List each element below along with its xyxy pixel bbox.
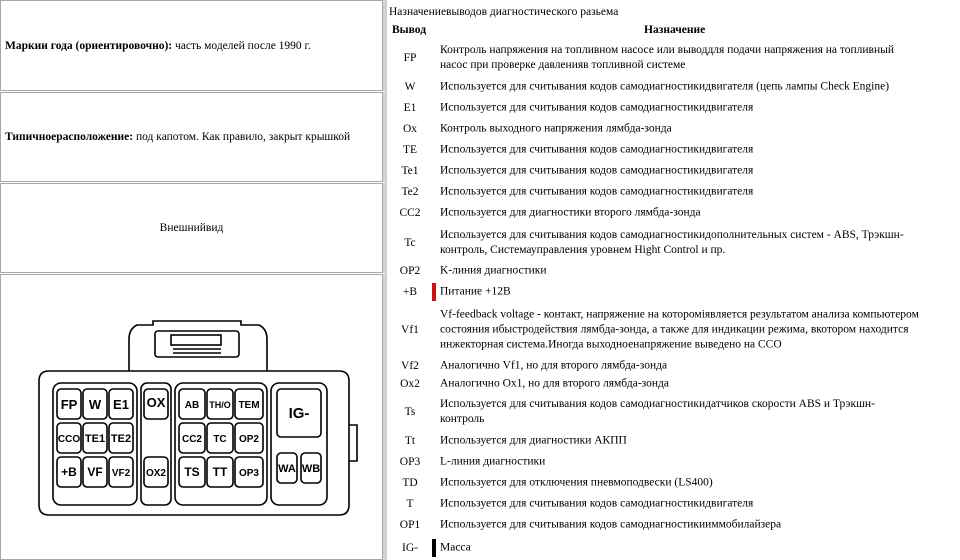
appearance-cell <box>0 183 383 273</box>
pin-description <box>440 455 948 470</box>
column-header-pin: Вывод <box>392 24 427 36</box>
pin-label: TE2 <box>110 433 132 445</box>
table-row <box>390 204 960 222</box>
description-line: Используется для считывания кодов самодиагностикидвигателя (цепь лампы Check Engine) <box>440 80 890 93</box>
pin-name: Ox <box>402 123 418 135</box>
pin-label: TE1 <box>84 433 106 445</box>
location-label: Типичноерасположение: <box>5 131 134 143</box>
table-row <box>390 42 960 74</box>
pin-name: Te1 <box>401 165 419 177</box>
pin-description <box>440 434 948 449</box>
pin-label: E1 <box>113 397 129 412</box>
table-row <box>390 225 960 261</box>
pin-description <box>440 540 948 555</box>
description-line: Используется для считывания кодов самодиагностикидвигателя <box>440 185 754 198</box>
table-row <box>390 282 960 301</box>
description-line: Контроль выходного напряжения лямбда-зонда <box>440 122 672 135</box>
pin-name: Ts <box>404 405 416 418</box>
pin-description <box>440 377 948 392</box>
pin-label: TS <box>184 465 200 479</box>
description-line: Питание +12В <box>440 285 511 297</box>
pin-name: Ox2 <box>400 378 420 390</box>
pin-description <box>440 185 948 200</box>
table-title: Назначениевыводов диагностического разьема <box>389 6 619 18</box>
table-row <box>390 453 960 471</box>
pin-name: E1 <box>403 102 417 114</box>
description-line: инжекторная система.Иногда выходноенапряжение выведено на CCO <box>440 338 782 351</box>
pin-description <box>440 164 948 179</box>
table-row <box>390 141 960 159</box>
table-row <box>390 120 960 138</box>
description-line: Используется для считывания кодов самодиагностикидополнительных систем - ABS, Трэкшн- <box>440 229 904 241</box>
pin-name: W <box>404 81 416 93</box>
pin-label: FP <box>60 397 78 412</box>
pin-description <box>440 497 948 512</box>
description-line: Контроль напряжения на топливном насосе или выводдля подачи напряжения на топливный <box>440 44 895 56</box>
pin-label: WA <box>278 463 296 475</box>
pin-description <box>440 206 948 221</box>
pin-label: W <box>88 397 102 412</box>
pin-description <box>440 122 948 137</box>
pin-description <box>440 80 948 95</box>
description-line: Аналогично Vf1, но для второго лямбда-зонда <box>440 359 668 371</box>
description-line: Используется для отключения пневмоподвески (LS400) <box>440 476 713 489</box>
pin-description <box>440 476 948 491</box>
description-line: Используется для считывания кодов самодиагностикидвигателя <box>440 497 754 510</box>
color-marker <box>432 283 436 301</box>
pin-name: OP1 <box>399 519 421 531</box>
pin-label: +B <box>61 465 77 479</box>
pin-name: FP <box>403 52 417 64</box>
pin-name: OP3 <box>399 456 421 468</box>
description-line: состояния ибыстродействия лямбда-зонда, а также для индикации режима, вкотором находится <box>440 323 909 336</box>
pin-label: TC <box>213 434 227 445</box>
pin-description <box>440 284 948 299</box>
pin-label: OX <box>146 395 166 410</box>
pin-label: VF2 <box>111 468 131 479</box>
table-row <box>390 262 960 280</box>
pin-name: Te2 <box>401 186 419 198</box>
pin-label: TT <box>212 465 228 479</box>
pin-label: AB <box>184 400 200 411</box>
pin-description <box>440 43 948 73</box>
table-row <box>390 304 960 356</box>
pin-label: OX2 <box>145 468 167 479</box>
pin-label: WB <box>301 463 321 475</box>
pin-name: TE <box>402 144 418 156</box>
table-row <box>390 162 960 180</box>
pin-name: T <box>406 498 414 510</box>
pin-description <box>440 518 948 533</box>
pin-name: CC2 <box>399 207 421 219</box>
pin-label: IG- <box>288 405 310 422</box>
table-row <box>390 99 960 117</box>
description-line: насос при проверке давленияв топливной системе <box>440 59 686 71</box>
location-cell <box>0 92 383 182</box>
table-row <box>390 183 960 201</box>
pin-name: TD <box>402 477 418 489</box>
table-row <box>390 495 960 513</box>
pin-label: VF <box>87 465 103 479</box>
pin-description <box>440 228 948 258</box>
description-line: Используется для диагностики второго лямбда-зонда <box>440 206 701 219</box>
description-line: Аналогично Ox1, но для второго лямбда-зонда <box>440 377 669 390</box>
pin-label: TH/O <box>209 400 231 410</box>
model-years-label: Маркии года (ориентировочно): <box>5 39 173 52</box>
pin-label: CCO <box>57 434 81 445</box>
color-marker <box>432 539 436 557</box>
pin-label: TEM <box>238 400 260 411</box>
location-value: под капотом. Как правило, закрыт крышкой <box>135 131 351 143</box>
description-line: L-линия диагностики <box>440 455 546 468</box>
description-line: Vf-feedback voltage - контакт, напряжение на котороміявляется результатом анализа компьютером <box>440 308 919 321</box>
table-row <box>390 78 960 96</box>
description-line: Используется для считывания кодов самодиагностикидвигателя <box>440 143 754 156</box>
pin-label: OP2 <box>238 434 260 445</box>
description-line: контроль, Системауправления уровнем Hight Control и пр. <box>440 244 726 256</box>
appearance-label: Внешнийвид <box>159 222 224 234</box>
pin-name: IG- <box>402 541 418 554</box>
pin-label: OP3 <box>238 468 260 479</box>
table-row <box>390 432 960 450</box>
pin-name: Vf2 <box>401 359 419 372</box>
connector-diagram-cell <box>0 274 383 560</box>
pin-description <box>440 264 948 279</box>
description-line: Используется для считывания кодов самодиагностикииммобилайзера <box>440 518 782 531</box>
pin-name: OP2 <box>399 265 421 277</box>
pin-description <box>440 101 948 116</box>
description-line: K-линия диагностики <box>440 264 547 277</box>
table-row <box>390 395 960 428</box>
description-line: Используется для считывания кодов самодиагностикидвигателя <box>440 164 754 177</box>
model-years-value: часть моделей после 1990 г. <box>175 39 311 52</box>
table-row <box>390 375 960 393</box>
description-line: Используется для диагностики АКПП <box>440 434 627 447</box>
model-years-text <box>5 40 311 52</box>
description-line: Используется для считывания кодов самодиагностикидатчиков скорости ABS и Трэкшн- <box>440 397 875 410</box>
table-row <box>390 357 960 374</box>
pin-description <box>440 143 948 158</box>
pin-name: Tt <box>404 435 416 447</box>
pin-name: Tc <box>404 237 416 249</box>
description-line: Используется для считывания кодов самодиагностикидвигателя <box>440 101 754 114</box>
pin-description <box>440 397 948 427</box>
connector-diagram <box>1 275 382 559</box>
table-row <box>390 474 960 492</box>
description-line: контроль <box>440 412 485 425</box>
description-line: Масса <box>440 541 471 553</box>
pin-name: Vf1 <box>401 324 419 336</box>
column-header-description: Назначение <box>644 24 706 36</box>
model-years-cell <box>0 0 383 91</box>
pin-description <box>440 308 948 353</box>
location-text <box>5 131 350 143</box>
pin-name: +B <box>402 285 418 298</box>
table-row <box>390 537 960 558</box>
pin-label: CC2 <box>181 434 203 445</box>
pin-description <box>440 358 948 373</box>
table-row <box>390 516 960 534</box>
column-divider <box>385 0 387 560</box>
